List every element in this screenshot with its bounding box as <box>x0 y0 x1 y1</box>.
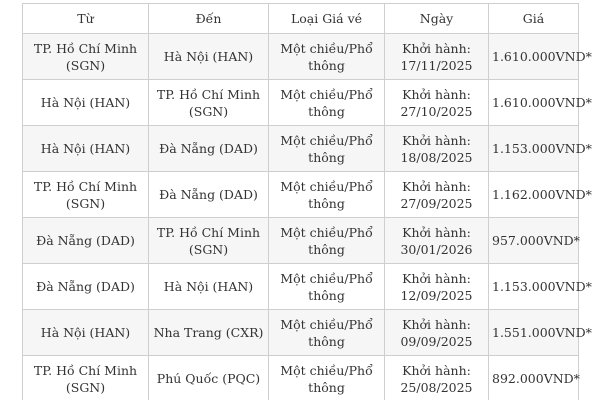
table-row <box>23 80 579 126</box>
fare-table-header <box>23 4 579 34</box>
cell-fare-type: Một chiều/Phổ thông <box>269 310 385 356</box>
cell-to: Phú Quốc (PQC) <box>149 356 269 400</box>
cell-to: Hà Nội (HAN) <box>149 264 269 310</box>
cell-from: TP. Hồ Chí Minh (SGN) <box>23 34 149 80</box>
table-row <box>23 356 579 400</box>
header-to: Đến <box>149 4 269 34</box>
table-row <box>23 264 579 310</box>
cell-from: TP. Hồ Chí Minh (SGN) <box>23 356 149 400</box>
cell-from: Đà Nẵng (DAD) <box>23 218 149 264</box>
cell-price: 1.153.000VND* <box>489 264 579 310</box>
cell-price: 1.610.000VND* <box>489 80 579 126</box>
table-row <box>23 172 579 218</box>
cell-fare-type: Một chiều/Phổ thông <box>269 34 385 80</box>
cell-fare-type: Một chiều/Phổ thông <box>269 356 385 400</box>
cell-fare-type: Một chiều/Phổ thông <box>269 172 385 218</box>
header-from: Từ <box>23 4 149 34</box>
cell-to: Đà Nẵng (DAD) <box>149 172 269 218</box>
header-fare-type: Loại Giá vé <box>269 4 385 34</box>
cell-date: Khởi hành: 30/01/2026 <box>385 218 489 264</box>
cell-to: TP. Hồ Chí Minh (SGN) <box>149 80 269 126</box>
cell-price: 1.610.000VND* <box>489 34 579 80</box>
table-row <box>23 218 579 264</box>
cell-from: Hà Nội (HAN) <box>23 126 149 172</box>
cell-price: 1.551.000VND* <box>489 310 579 356</box>
fare-table <box>22 3 592 400</box>
cell-fare-type: Một chiều/Phổ thông <box>269 126 385 172</box>
table-row <box>23 310 579 356</box>
cell-to: Đà Nẵng (DAD) <box>149 126 269 172</box>
cell-price: 957.000VND* <box>489 218 579 264</box>
cell-to: Nha Trang (CXR) <box>149 310 269 356</box>
table-row <box>23 34 579 80</box>
header-date: Ngày <box>385 4 489 34</box>
cell-from: Đà Nẵng (DAD) <box>23 264 149 310</box>
table-row <box>23 126 579 172</box>
cell-date: Khởi hành: 18/08/2025 <box>385 126 489 172</box>
cell-date: Khởi hành: 12/09/2025 <box>385 264 489 310</box>
cell-price: 1.153.000VND* <box>489 126 579 172</box>
cell-date: Khởi hành: 27/09/2025 <box>385 172 489 218</box>
fare-table-body <box>23 34 592 400</box>
cell-fare-type: Một chiều/Phổ thông <box>269 80 385 126</box>
cell-fare-type: Một chiều/Phổ thông <box>269 218 385 264</box>
cell-date: Khởi hành: 17/11/2025 <box>385 34 489 80</box>
cell-price: 1.162.000VND* <box>489 172 579 218</box>
cell-date: Khởi hành: 25/08/2025 <box>385 356 489 400</box>
cell-from: Hà Nội (HAN) <box>23 310 149 356</box>
cell-fare-type: Một chiều/Phổ thông <box>269 264 385 310</box>
cell-from: Hà Nội (HAN) <box>23 80 149 126</box>
cell-to: Hà Nội (HAN) <box>149 34 269 80</box>
header-price: Giá <box>489 4 579 34</box>
cell-date: Khởi hành: 27/10/2025 <box>385 80 489 126</box>
cell-to: TP. Hồ Chí Minh (SGN) <box>149 218 269 264</box>
header-row <box>23 4 579 34</box>
cell-date: Khởi hành: 09/09/2025 <box>385 310 489 356</box>
cell-price: 892.000VND* <box>489 356 579 400</box>
cell-from: TP. Hồ Chí Minh (SGN) <box>23 172 149 218</box>
